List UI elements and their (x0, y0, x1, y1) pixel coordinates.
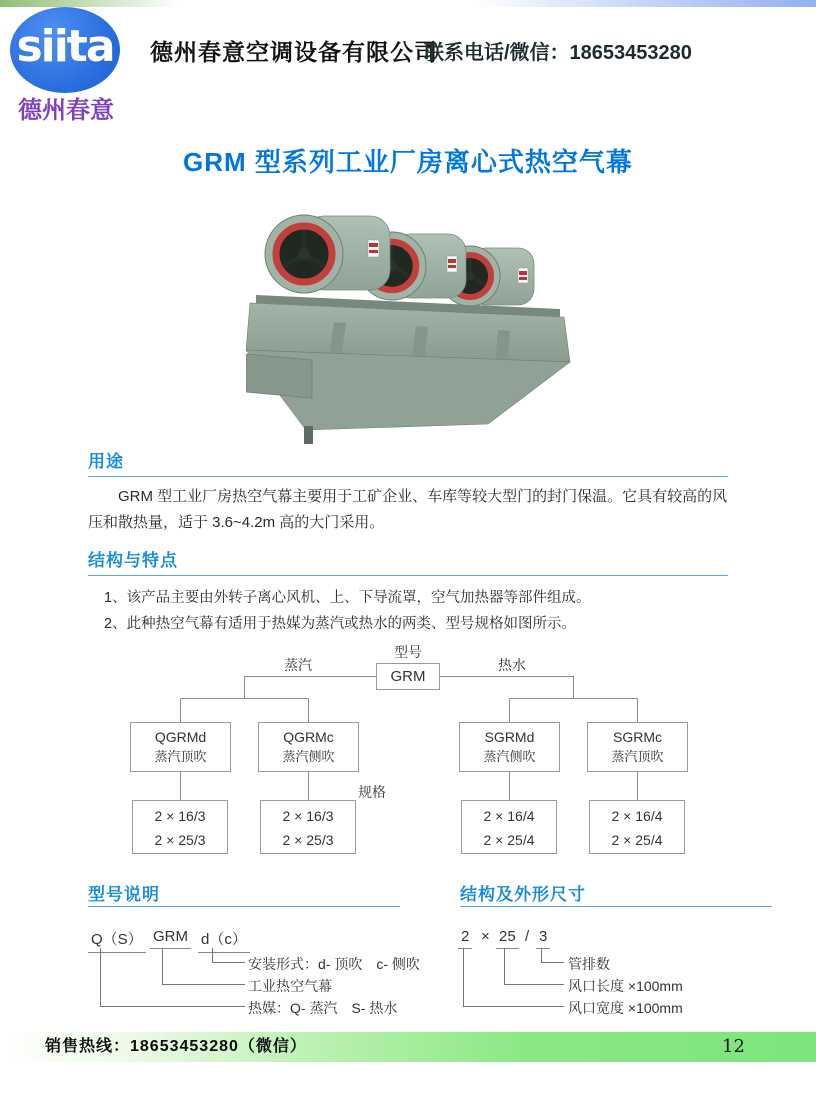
dim-note-rows: 管排数 (568, 956, 610, 972)
spec-value: 2 × 25/4 (483, 832, 535, 848)
spec-value: 2 × 16/4 (611, 808, 663, 824)
footer-hotline: 销售热线：18653453280（微信） (45, 1038, 307, 1055)
logo-subtitle: 德州春意 (18, 97, 114, 124)
dim-code-separator-times: × (481, 928, 490, 945)
dim-code-part-rows: 3 (536, 928, 550, 949)
tree-root-label: 型号 (394, 644, 422, 660)
spec-value: 2 × 25/3 (282, 832, 334, 848)
spec-value: 2 × 16/4 (483, 808, 535, 824)
model-desc: 蒸汽侧吹 (483, 749, 536, 764)
dimension-heading: 结构及外形尺寸 (460, 885, 586, 904)
model-code-part-dc: d（c） (198, 928, 250, 953)
tree-spec-label: 规格 (358, 784, 386, 800)
model-desc: 蒸汽顶吹 (154, 749, 207, 764)
model-code-part-qs: Q（S） (88, 928, 146, 953)
tree-root-box: GRM (376, 663, 440, 690)
features-divider (88, 575, 728, 576)
dim-note-width: 风口宽度 ×100mm (568, 1000, 683, 1016)
contact-phone: 联系电话/微信：18653453280 (424, 42, 692, 64)
machine-leg (304, 426, 313, 444)
spec-value: 2 × 16/3 (282, 808, 334, 824)
model-box-sgrmd (459, 722, 560, 772)
tree-right-branch-label: 热水 (498, 657, 526, 673)
feature-item-1: 1、该产品主要由外转子离心风机、上、下导流罩，空气加热器等部件组成。 (104, 590, 591, 606)
tree-left-branch-label: 蒸汽 (284, 657, 312, 673)
model-code: QGRMd (154, 729, 207, 745)
machine-outlet-flange (246, 354, 312, 398)
model-explain-heading: 型号说明 (88, 885, 160, 904)
spec-box-2 (260, 800, 356, 854)
spec-value: 2 × 25/4 (611, 832, 663, 848)
logo-brand-text: siita (16, 20, 114, 72)
model-desc: 蒸汽侧吹 (282, 749, 335, 764)
company-name: 德州春意空调设备有限公司 (150, 39, 438, 65)
spec-box-4 (589, 800, 685, 854)
spec-value: 2 × 25/3 (154, 832, 206, 848)
dim-note-length: 风口长度 ×100mm (568, 978, 683, 994)
siita-logo (10, 7, 120, 93)
top-accent-strip (0, 0, 816, 7)
spec-box-1 (132, 800, 228, 854)
model-box-sgrmc (587, 722, 688, 772)
model-desc: 蒸汽顶吹 (611, 749, 664, 764)
model-box-qgrmd (130, 722, 231, 772)
model-code: SGRMc (613, 729, 662, 745)
model-explain-divider (88, 906, 400, 907)
footer-page-number: 12 (722, 1036, 745, 1057)
dim-code-part-length: 25 (496, 928, 519, 949)
page-title: GRM 型系列工业厂房离心式热空气幕 (183, 147, 633, 177)
dim-code-part-width: 2 (458, 928, 472, 949)
annotation-leader-lines (0, 940, 816, 1020)
spec-box-3 (461, 800, 557, 854)
model-tree-diagram (0, 640, 816, 862)
model-code-part-grm: GRM (150, 928, 191, 949)
usage-heading: 用途 (88, 452, 124, 471)
model-note-product: 工业热空气幕 (248, 978, 332, 994)
model-note-install: 安装形式：d- 顶吹 c- 侧吹 (248, 956, 420, 972)
model-code: QGRMc (283, 729, 334, 745)
model-note-medium: 热媒：Q- 蒸汽 S- 热水 (248, 1000, 398, 1016)
feature-item-2: 2、此种热空气幕有适用于热媒为蒸汽或热水的两类、型号规格如图所示。 (104, 616, 577, 632)
model-box-qgrmc (258, 722, 359, 772)
usage-divider (88, 476, 728, 477)
dimension-divider (460, 906, 772, 907)
fan-unit-1 (265, 215, 390, 293)
model-code: SGRMd (484, 729, 535, 745)
features-heading: 结构与特点 (88, 551, 178, 570)
product-photo-air-curtain (246, 192, 581, 444)
dim-code-separator-slash: / (525, 928, 530, 945)
spec-value: 2 × 16/3 (154, 808, 206, 824)
usage-paragraph: GRM 型工业厂房热空气幕主要用于工矿企业、车库等较大型门的封门保温。它具有较高的风压和散热量，适于 3.6~4.2m 高的大门采用。 (88, 488, 728, 531)
